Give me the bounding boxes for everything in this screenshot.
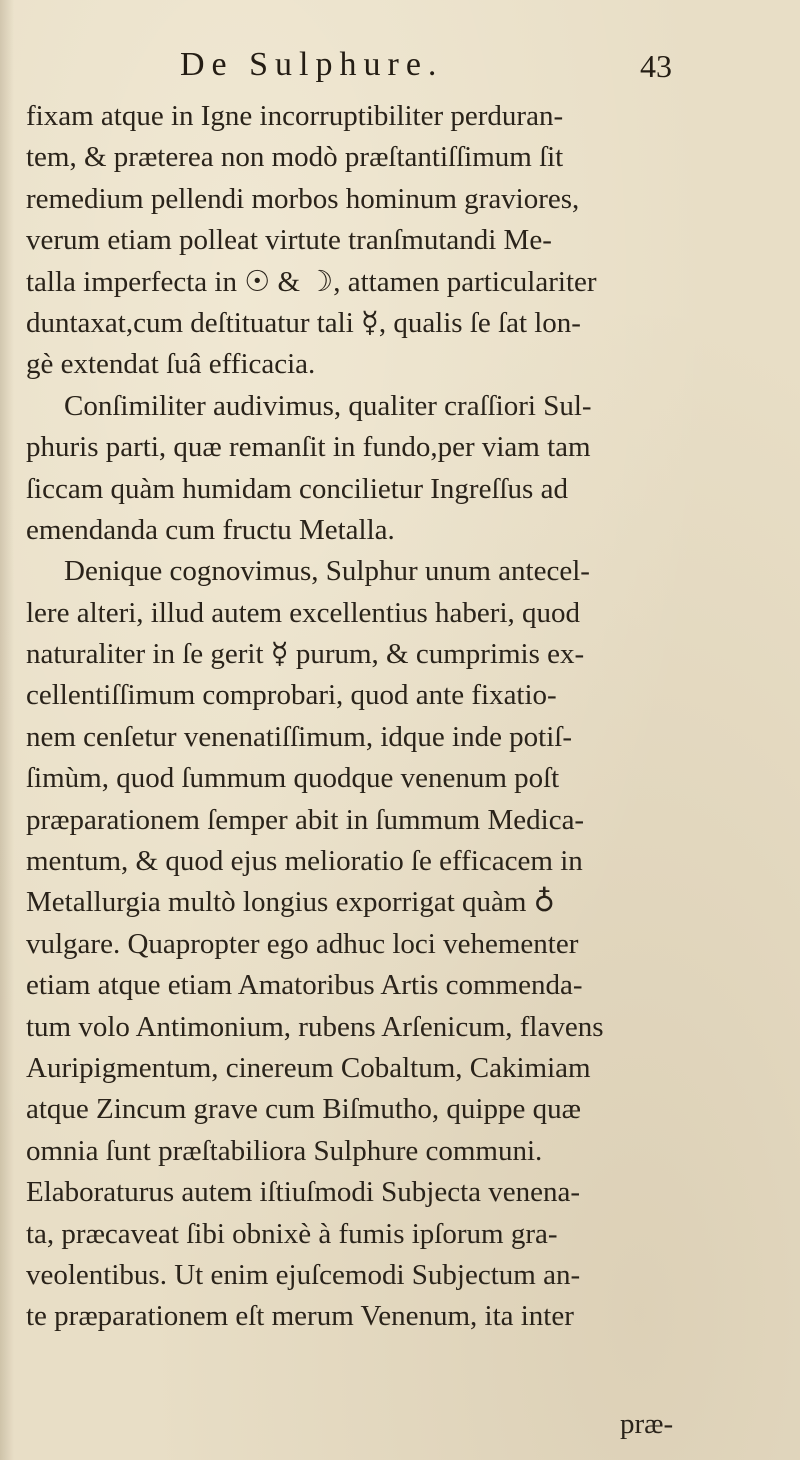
page-fold-shadow [0, 0, 14, 1460]
text-line: ta, præcaveat ſibi obnixè à fumis ipſorum gra- [26, 1217, 558, 1250]
text-line: præparationem ſemper abit in ſummum Medica- [26, 803, 585, 836]
text-line: nem cenſetur venenatiſſimum, idque inde potiſ- [26, 720, 573, 753]
text-line: fixam atque in Igne incorruptibiliter perduran- [26, 100, 564, 132]
text-line: Auripigmentum, cinereum Cobaltum, Cakimiam [26, 1051, 591, 1084]
text-line: tum volo Antimonium, rubens Arſenicum, flavens [26, 1010, 604, 1043]
page-header [0, 46, 800, 90]
text-line: te præparationem eſt merum Venenum, ita inter [26, 1300, 574, 1333]
catchword: præ- [620, 1408, 674, 1440]
text-line: omnia ſunt præſtabiliora Sulphure communi. [26, 1134, 543, 1167]
text-line: remedium pellendi morbos hominum graviores, [26, 182, 580, 215]
text-line: Elaboraturus autem iſtiuſmodi Subjecta venena- [26, 1176, 581, 1209]
text-line: cellentiſſimum comprobari, quod ante fixatio- [26, 679, 557, 712]
text-line: tem, & præterea non modò præſtantiſſimum ſit [26, 141, 564, 174]
text-line: ſiccam quàm humidam concilietur Ingreſſus ad [26, 472, 568, 505]
text-line: vulgare. Quapropter ego adhuc loci vehementer [26, 927, 579, 960]
text-line-paragraph-start: Denique cognovimus, Sulphur unum antecel- [64, 555, 590, 588]
text-line-paragraph-start: Conſimiliter audivimus, qualiter craſſiori Sul- [64, 389, 592, 422]
text-line: ſimùm, quod ſummum quodque venenum poſt [26, 762, 560, 795]
text-line: etiam atque etiam Amatoribus Artis commenda- [26, 969, 583, 1002]
running-title: De Sulphure. [180, 46, 444, 83]
body-text [26, 96, 796, 1338]
text-line: duntaxat,cum deſtituatur tali ☿, qualis ſe ſat lon- [26, 306, 581, 339]
text-line: lere alteri, illud autem excellentius haberi, quod [26, 596, 581, 629]
text-line: verum etiam polleat virtute tranſmutandi Me- [26, 224, 552, 257]
text-line: atque Zincum grave cum Biſmutho, quippe quæ [26, 1093, 581, 1126]
text-line: phuris parti, quæ remanſit in fundo,per viam tam [26, 431, 591, 464]
text-line: Metallurgia multò longius exporrigat quàm ♁ [26, 886, 555, 919]
text-line: naturaliter in ſe gerit ☿ purum, & cumprimis ex- [26, 638, 585, 671]
text-line: gè extendat ſuâ efficacia. [26, 348, 316, 381]
text-line: talla imperfecta in ☉ & ☽, attamen particulariter [26, 265, 597, 298]
page-number: 43 [640, 48, 672, 84]
text-line: veolentibus. Ut enim ejuſcemodi Subjectum an- [26, 1258, 581, 1291]
text-line: mentum, & quod ejus melioratio ſe efficacem in [26, 845, 583, 878]
text-line: emendanda cum fructu Metalla. [26, 513, 395, 546]
